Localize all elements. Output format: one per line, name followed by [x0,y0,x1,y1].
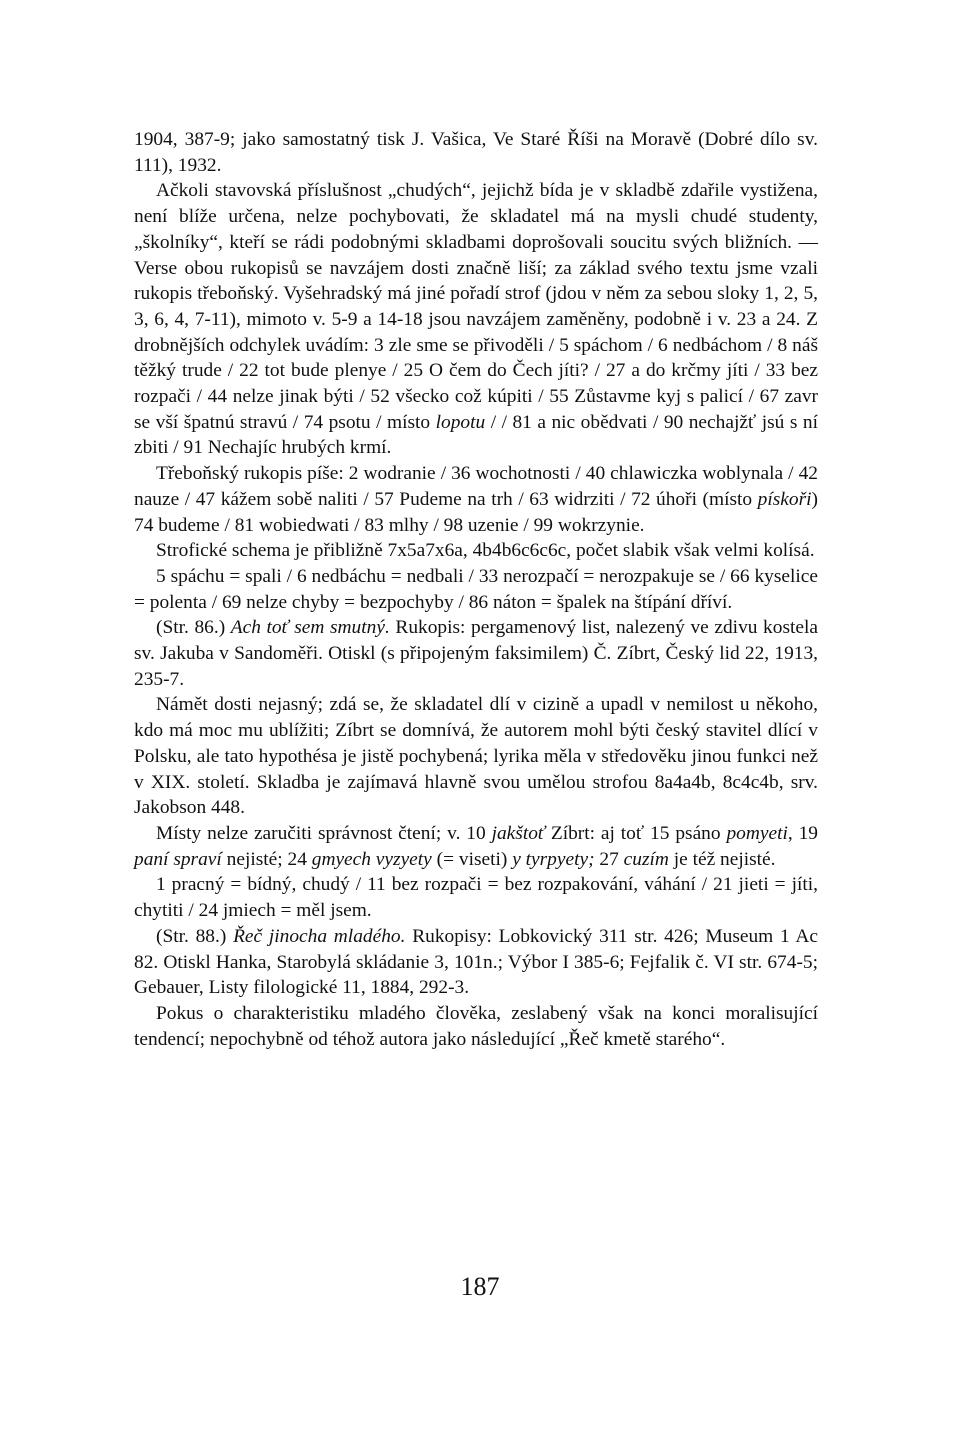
text-run: Zíbrt: aj toť 15 psáno [544,822,727,844]
text-run: , 19 [787,822,818,844]
italic-text: jakštoť [491,822,545,844]
paragraph [134,821,818,872]
text-run: 27 [594,848,624,870]
page-number: 187 [460,1272,500,1301]
paragraph [134,924,818,1001]
text-run: 5 spáchu = spali / 6 nedbáchu = nedbali / 33 nerozpačí = nerozpakuje se / 66 kyselice = polenta / 69 nelze chyby = bezpochyby / 86 náton = špalek na štípání dříví. [134,565,818,613]
text-run: ) 74 budeme / 81 wobiedwati / 83 mlhy / 98 uzenie / 99 wokrzynie. [134,488,818,536]
text-run: Ačkoli stavovská příslušnost „chudých“, jejichž bída je v skladbě zdařile vystižena, není blíže určena, nelze pochybovati, že skladatel má na mysli chudé studenty, „školníky“, kteří se rádi podobnými skladbami doprošovali soucitu svých bližních. — Verse obou rukopisů se navzájem dosti značně liší; za základ svého textu jsme vzali rukopis třeboňský. Vyšehradský má jiné pořadí strof (jdou v něm za sebou sloky 1, 2, 5, 3, 6, 4, 7-11), mimoto v. 5-9 a 14-18 jsou navzájem zaměněny, podobně i v. 23 a 24. Z drobnějších odchylek uvádím: 3 zle sme se přivoděli / 5 spáchom / 6 nedbáchom / 8 náš těžký trude / 22 tot bude plenye / 25 O čem do Čech jíti? / 27 a do krčmy jíti / 33 bez rozpači / 44 nelze jinak býti / 52 všecko což kúpiti / 55 Zůstavme kyj s palicí / 67 zavr se vší špatnú stravú / 74 psotu / místo [134,180,818,433]
paragraph [134,1001,818,1052]
paragraph [134,615,818,692]
text-run: Námět dosti nejasný; zdá se, že skladatel dlí v cizině a upadl v nemilost u někoho, kdo má moc mu ublížiti; Zíbrt se domnívá, že autorem mohl býti český stavitel dlící v Polsku, ale tato hypothésa je jistě pochybená; lyrika měla v středověku jinou funkci než v XIX. století. Skladba je zajímavá hlavně svou umělou strofou 8a4a4b, 8c4c4b, srv. Jakobson 448. [134,694,818,819]
paragraph [134,461,818,538]
italic-text: gmyech vyzyety [311,848,432,870]
italic-text: pomyeti [726,822,788,844]
paragraph [134,872,818,923]
italic-text: y tyrpyety; [512,848,595,870]
text-run: Třeboňský rukopis píše: 2 wodranie / 36 wochotnosti / 40 chlawiczka woblynala / 42 nauze / 47 kážem sobě naliti / 57 Pudeme na trh / 63 widrziti / 72 úhoři (místo [134,463,818,510]
italic-text: Řeč jinocha mladého. [233,925,406,947]
text-run: Pokus o charakteristiku mladého člověka, zeslabený však na konci moralisující tendencí; nepochybně od téhož autora jako následující „Řeč kmetě starého“. [134,1002,818,1050]
paragraph [134,564,818,615]
text-run: nejisté; 24 [221,848,312,870]
text-run: 1904, 387-9; jako samostatný tisk J. Vašica, Ve Staré Říši na Moravě (Dobré dílo sv. 111), 1932. [134,129,818,176]
italic-text: paní spraví [134,848,222,870]
commentary-text [134,127,818,1052]
paragraph [134,538,818,564]
text-run: (Str. 86.) [156,617,231,639]
italic-text: pískoři [757,488,812,510]
italic-text: cuzím [623,848,669,870]
paragraph [134,178,818,461]
text-run: Strofické schema je přibližně 7x5a7x6a, 4b4b6c6c6c, počet slabik však velmi kolísá. [156,540,815,562]
italic-text: lopotu [435,411,486,433]
paragraph [134,692,818,821]
italic-text: Ach toť sem smutný. [230,617,390,639]
text-run: (Str. 88.) [156,925,234,947]
paragraph [134,127,818,178]
text-run: (= viseti) [431,848,513,870]
text-run: Rukopisy: Lobkovický 311 str. 426; Museum 1 Ac 82. Otiskl Hanka, Starobylá skládanie 3, 101n.; Výbor I 385-6; Fejfalik č. VI str. 674-5; Gebauer, Listy filologické 11, 1884, 292-3. [134,925,819,999]
text-run: je též nejisté. [668,848,776,870]
text-run: 1 pracný = bídný, chudý / 11 bez rozpači = bez rozpakování, váhání / 21 jieti = jíti, chytiti / 24 jmiech = měl jsem. [134,874,818,922]
text-run: Rukopis: pergamenový list, nalezený ve zdivu kostela sv. Jakuba v Sandoměři. Otiskl (s připojeným faksimilem) Č. Zíbrt, Český lid 22, 1913, 235-7. [134,617,818,690]
text-run: / / 81 a nic obědvati / 90 nechajžť jsú s ní zbiti / 91 Nechajíc hrubých krmí. [134,411,818,459]
text-run: Místy nelze zaručiti správnost čtení; v. 10 [156,822,492,844]
